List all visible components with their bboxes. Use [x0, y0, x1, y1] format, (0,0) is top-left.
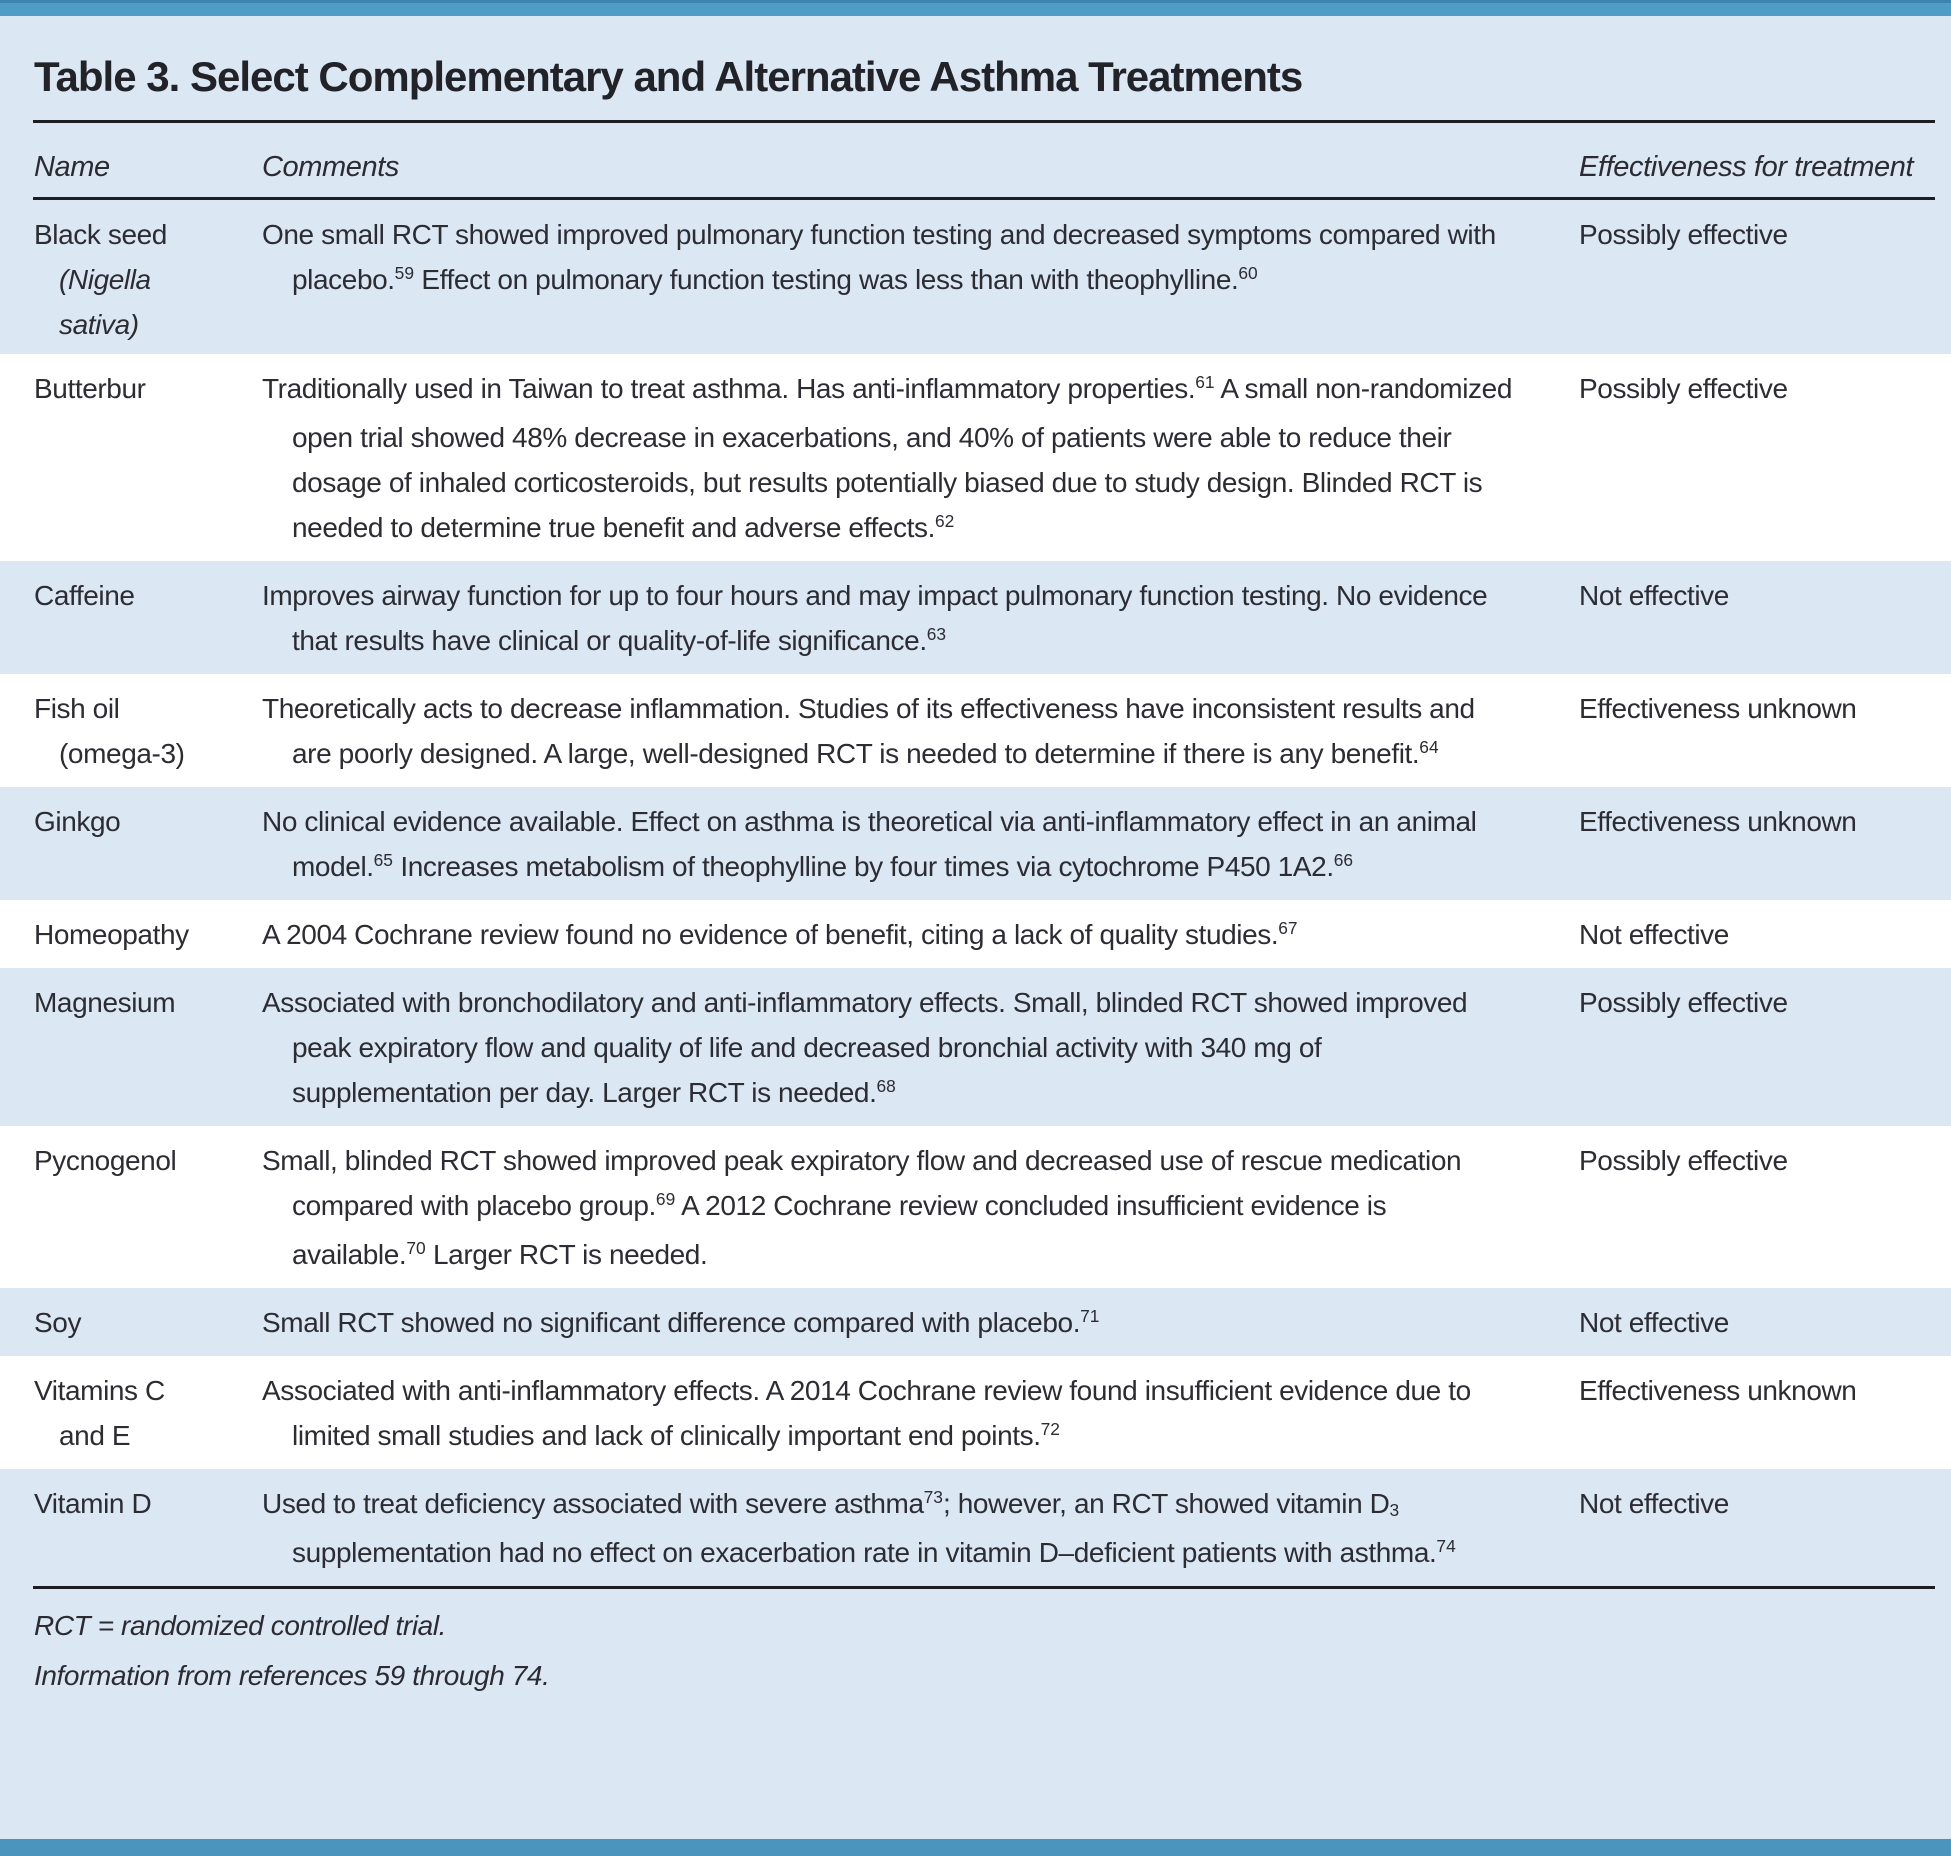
treatment-name: Fish oil (omega-3): [34, 693, 185, 769]
treatment-effectiveness: Possibly effective: [1579, 987, 1788, 1018]
treatment-name: Vitamins C and E: [34, 1375, 165, 1451]
treatment-name: Ginkgo: [34, 806, 121, 837]
table-row: [0, 561, 1951, 674]
bottom-accent-bar: [0, 1839, 1951, 1856]
treatment-effectiveness: Not effective: [1579, 1488, 1729, 1519]
treatment-effectiveness: Not effective: [1579, 580, 1729, 611]
treatment-name: Butterbur: [34, 373, 146, 404]
treatment-effectiveness: Not effective: [1579, 1307, 1729, 1338]
treatment-comments: Small, blinded RCT showed improved peak expiratory flow and decreased use of rescue medication compared with placebo group.$^{69}$ A 2012 Cochrane review concluded insufficient evidence is available.$^{70}$ Larger RCT is needed.: [262, 1145, 1462, 1270]
treatment-comments: Traditionally used in Taiwan to treat asthma. Has anti-inflammatory properties.$^{61}$ A small non-randomized open trial showed 48% decrease in exacerbations, and 40% of patients were able to reduce their dosage of inhaled corticosteroids, but results potentially biased due to study design. Blinded RCT is needed to determine true benefit and adverse effects.$^{62}$: [262, 372, 1512, 543]
treatment-comments: A 2004 Cochrane review found no evidence of benefit, citing a lack of quality studies.$^{67}$: [262, 918, 1298, 950]
treatment-comments: Improves airway function for up to four hours and may impact pulmonary function testing. No evidence that results have clinical or quality-of-life significance.$^{63}$: [262, 580, 1488, 656]
treatment-comments: One small RCT showed improved pulmonary function testing and decreased symptoms compared with placebo.$^{59}$ Effect on pulmonary function testing was less than with theophylline.$^{60}$: [262, 219, 1496, 295]
column-header-effectiveness: Effectiveness for treatment: [1579, 151, 1914, 183]
table-title: Table 3. Select Complementary and Alternative Asthma Treatments: [34, 53, 1303, 100]
treatment-comments: Used to treat deficiency associated with severe asthma$^{73}$; however, an RCT showed vitamin $D_3$ supplementation had no effect on exacerbation rate in vitamin D–deficient patients with asthma.$^{74}$: [262, 1487, 1456, 1568]
table-row: [0, 900, 1951, 968]
treatment-effectiveness: Possibly effective: [1579, 373, 1788, 404]
treatment-name: Vitamin D: [34, 1488, 152, 1519]
treatment-effectiveness: Not effective: [1579, 919, 1729, 950]
table-body: [0, 200, 1951, 1586]
treatment-effectiveness: Effectiveness unknown: [1579, 1375, 1857, 1406]
treatment-name: Magnesium: [34, 987, 176, 1018]
table-footnotes: [0, 1589, 1951, 1709]
treatment-comments: Small RCT showed no significant difference compared with placebo.$^{71}$: [262, 1306, 1100, 1338]
footnote-abbreviation: RCT = randomized controlled trial.: [34, 1610, 447, 1641]
table-row: [0, 674, 1951, 787]
column-header-name: Name: [34, 151, 110, 183]
table-row: [0, 1469, 1951, 1586]
table-row: [0, 787, 1951, 900]
treatment-comments: Theoretically acts to decrease inflammation. Studies of its effectiveness have inconsistent results and are poorly designed. A large, well-designed RCT is needed to determine if there is any benefit.$^{64}$: [262, 693, 1475, 769]
footnote-source: Information from references 59 through 74.: [34, 1660, 550, 1691]
treatment-comments: Associated with anti-inflammatory effects. A 2014 Cochrane review found insufficient evidence due to limited small studies and lack of clinically important end points.$^{72}$: [262, 1375, 1471, 1451]
treatment-effectiveness: Effectiveness unknown: [1579, 806, 1857, 837]
treatment-name: Pycnogenol: [34, 1145, 177, 1176]
table-header-row: [0, 123, 1951, 197]
treatment-effectiveness: Effectiveness unknown: [1579, 693, 1857, 724]
table-row: [0, 1288, 1951, 1356]
table-row: [0, 968, 1951, 1126]
column-header-comments: Comments: [262, 151, 399, 183]
top-accent-bar: [0, 0, 1951, 16]
table-row: [0, 1126, 1951, 1288]
treatment-name: Caffeine: [34, 580, 135, 611]
table-row: [0, 200, 1951, 354]
treatment-name: Homeopathy: [34, 919, 189, 950]
table-row: [0, 354, 1951, 561]
treatment-comments: No clinical evidence available. Effect on asthma is theoretical via anti-inflammatory effect in an animal model.$^{65}$ Increases metabolism of theophylline by four times via cytochrome P450 1A2.66: [262, 806, 1477, 882]
treatment-comments: Associated with bronchodilatory and anti-inflammatory effects. Small, blinded RCT showed improved peak expiratory flow and quality of life and decreased bronchial activity with 340 mg of supplementation per day. Larger RCT is needed.$^{68}$: [262, 987, 1468, 1108]
treatment-name: Black seed (Nigella sativa): [34, 219, 167, 340]
treatment-effectiveness: Possibly effective: [1579, 219, 1788, 250]
treatment-effectiveness: Possibly effective: [1579, 1145, 1788, 1176]
table-row: [0, 1356, 1951, 1469]
treatment-name: Soy: [34, 1307, 82, 1338]
